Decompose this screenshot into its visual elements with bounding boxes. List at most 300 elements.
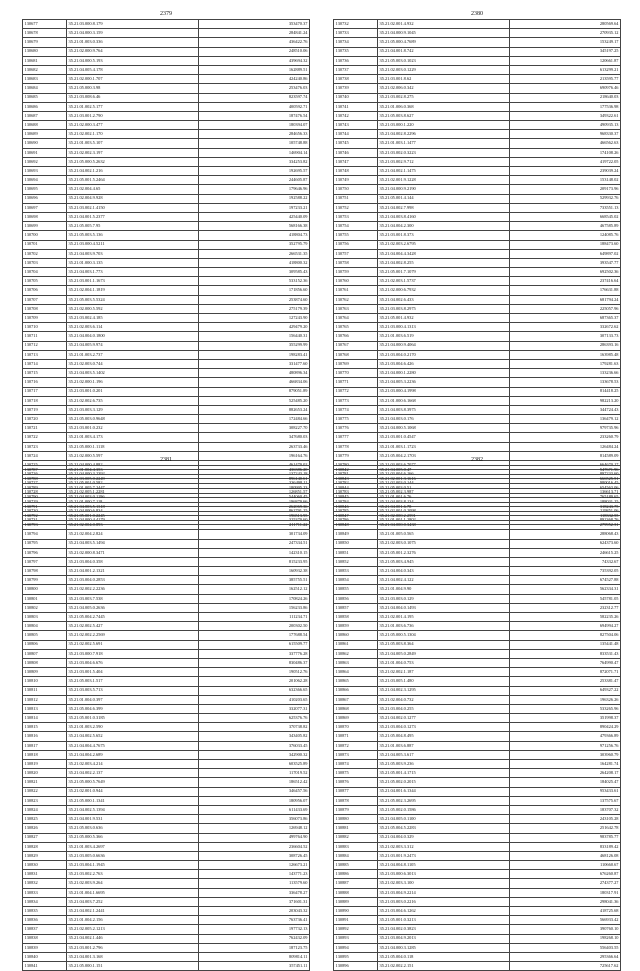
value-cell: 872071.71	[510, 668, 621, 677]
value-cell: 143771.23	[199, 870, 310, 879]
row-number-cell: 130742	[334, 111, 378, 120]
value-cell: 133678.53	[510, 378, 621, 387]
table-row	[334, 521, 621, 530]
row-number-cell: 130720	[23, 415, 67, 424]
table-row	[334, 613, 621, 622]
row-number-cell: 130816	[23, 732, 67, 741]
cadastral-number-cell: 35.21.03.002.9.712	[378, 157, 510, 166]
table-row	[23, 314, 310, 323]
value-cell: 126948.12	[199, 824, 310, 833]
row-number-cell: 130792	[23, 511, 67, 520]
value-cell: 251642.78	[510, 824, 621, 833]
table-row	[23, 796, 310, 805]
row-number-cell: 130692	[23, 157, 67, 166]
cadastral-number-cell: 35.21.02.006.0.342	[378, 84, 510, 93]
cadastral-number-cell: 35.21.01.000.6.1668	[378, 396, 510, 405]
table-row	[23, 369, 310, 378]
value-cell: 436386.20	[199, 466, 310, 475]
row-number-cell: 130874	[334, 760, 378, 769]
cadastral-number-cell: 35.21.03.001.8.62	[378, 75, 510, 84]
value-cell: 136479.12	[510, 415, 621, 424]
row-number-cell: 130854	[334, 576, 378, 585]
row-number-cell: 130677	[23, 20, 67, 29]
cadastral-number-cell: 35.21.05.002.0.2015	[378, 778, 510, 787]
cadastral-number-cell: 35.21.05.001.0.582	[67, 479, 199, 488]
table-row	[23, 350, 310, 359]
table-row	[23, 888, 310, 897]
cadastral-number-cell: 35.21.04.002.0.1277	[378, 714, 510, 723]
cadastral-number-cell: 35.21.02.001.9.1228	[378, 176, 510, 185]
value-cell: 162889.51	[199, 65, 310, 74]
table-row	[23, 576, 310, 585]
cadastral-number-cell: 35.21.04.005.0.1100	[378, 815, 510, 824]
cadastral-number-cell: 35.21.02.005.1.2281	[67, 488, 199, 497]
cadastral-number-cell: 35.21.02.002.3.197	[67, 148, 199, 157]
cadastral-number-cell: 35.21.04.002.7.998	[378, 203, 510, 212]
row-number-cell: 130759	[334, 268, 378, 277]
cadastral-number-cell: 35.21.03.001.0.232	[67, 424, 199, 433]
cadastral-number-cell: 35.21.02.003.0.744	[67, 359, 199, 368]
row-number-cell: 130729	[23, 497, 67, 506]
row-number-cell: 130814	[23, 714, 67, 723]
cadastral-number-cell: 35.21.04.000.9.2190	[378, 185, 510, 194]
value-cell: 133236.66	[510, 369, 621, 378]
row-number-cell: 130832	[23, 879, 67, 888]
cadastral-number-cell: 35.21.04.000.3.159	[67, 29, 199, 38]
row-number-cell: 130722	[23, 433, 67, 442]
cadastral-number-cell: 35.21.01.004.4.353	[67, 466, 199, 475]
table-row	[23, 102, 310, 111]
cadastral-number-cell: 35.21.04.005.3.617	[378, 750, 510, 759]
value-cell: 196513.95	[199, 511, 310, 520]
row-number-cell: 130877	[334, 787, 378, 796]
table-row	[23, 760, 310, 769]
value-cell: 336478.27	[199, 888, 310, 897]
value-cell: 418725.68	[510, 907, 621, 916]
table-row	[23, 962, 310, 971]
cadastral-number-cell: 35.21.05.004.6.399	[67, 704, 199, 713]
value-cell: 533152.36	[199, 277, 310, 286]
value-cell: 171856.60	[199, 286, 310, 295]
table-row	[334, 139, 621, 148]
row-number-cell: 130848	[334, 521, 378, 530]
row-number-cell: 130810	[23, 677, 67, 686]
table-row	[23, 47, 310, 56]
cadastral-number-cell: 35.21.03.005.1.480	[378, 677, 510, 686]
row-number-cell: 130746	[334, 148, 378, 157]
cadastral-number-cell: 35.21.05.000.3.98	[67, 84, 199, 93]
table-row	[23, 603, 310, 612]
row-number-cell: 130757	[334, 249, 378, 258]
row-number-cell: 130873	[334, 750, 378, 759]
row-number-cell: 130790	[23, 493, 67, 502]
cadastral-number-cell: 35.21.01.001.1.2802	[378, 516, 510, 525]
row-number-cell: 130845	[334, 493, 378, 502]
cadastral-number-cell: 35.21.04.002.8.2296	[378, 130, 510, 139]
cadastral-number-cell: 35.21.04.003.1.773	[67, 268, 199, 277]
cadastral-number-cell: 35.21.01.003.6.887	[378, 741, 510, 750]
cadastral-number-cell: 35.21.04.003.0.1196	[67, 493, 199, 502]
cadastral-number-cell: 35.21.01.005.7.2447	[67, 484, 199, 493]
cadastral-number-cell: 35.21.04.000.0.3438	[378, 521, 510, 530]
data-table	[333, 19, 621, 525]
row-number-cell: 130829	[23, 851, 67, 860]
table-row	[23, 222, 310, 231]
table-row	[334, 897, 621, 906]
table-row	[334, 56, 621, 65]
table-row	[23, 649, 310, 658]
cadastral-number-cell: 35.21.05.002.3.987	[378, 488, 510, 497]
row-number-cell: 130836	[23, 916, 67, 925]
table-row	[334, 833, 621, 842]
cadastral-number-cell: 35.21.01.003.6.736	[378, 622, 510, 631]
table-row	[23, 415, 310, 424]
value-cell: 318243.75	[510, 502, 621, 511]
row-number-cell: 130861	[334, 640, 378, 649]
cadastral-number-cell: 35.21.05.001.7.1079	[378, 268, 510, 277]
value-cell: 219851.06	[510, 506, 621, 515]
value-cell: 126484.24	[510, 442, 621, 451]
table-row	[23, 277, 310, 286]
cadastral-number-cell: 35.21.03.002.1.4150	[67, 203, 199, 212]
value-cell: 74332.67	[510, 557, 621, 566]
row-number-cell: 130685	[23, 93, 67, 102]
value-cell: 187476.54	[199, 111, 310, 120]
table-row	[23, 511, 310, 520]
value-cell: 632366.65	[199, 686, 310, 695]
cadastral-number-cell: 35.21.03.004.1.1945	[67, 861, 199, 870]
value-cell: 237416.64	[510, 277, 621, 286]
row-number-cell: 130817	[23, 741, 67, 750]
value-cell: 325379.60	[199, 516, 310, 525]
cadastral-number-cell: 35.21.02.000.9.764	[67, 47, 199, 56]
row-number-cell: 130820	[23, 769, 67, 778]
row-number-cell: 130770	[334, 369, 378, 378]
table-row	[23, 231, 310, 240]
cadastral-number-cell: 35.21.05.003.8.627	[378, 111, 510, 120]
table-row	[334, 557, 621, 566]
table-row	[334, 640, 621, 649]
value-cell: 303960.79	[510, 750, 621, 759]
table-row	[334, 442, 621, 451]
table-row	[334, 493, 621, 502]
value-cell: 762432.09	[199, 934, 310, 943]
table-row	[23, 75, 310, 84]
cadastral-number-cell: 35.21.05.001.2.3276	[378, 548, 510, 557]
row-number-cell: 130850	[334, 539, 378, 548]
table-row	[334, 185, 621, 194]
value-cell: 676260.87	[510, 870, 621, 879]
table-row	[334, 925, 621, 934]
table-row	[334, 47, 621, 56]
row-number-cell: 130704	[23, 268, 67, 277]
table-row	[334, 861, 621, 870]
value-cell: 582235.26	[510, 613, 621, 622]
row-number-cell: 130679	[23, 38, 67, 47]
table-row	[334, 548, 621, 557]
cadastral-number-cell: 35.21.05.000.1.151	[67, 962, 199, 971]
row-number-cell: 130843	[334, 475, 378, 484]
row-number-cell: 130805	[23, 631, 67, 640]
value-cell: 127243.90	[199, 314, 310, 323]
table-row	[334, 916, 621, 925]
table-row	[334, 222, 621, 231]
cadastral-number-cell: 35.21.03.002.4.185	[67, 314, 199, 323]
value-cell: 142310.15	[199, 548, 310, 557]
row-number-cell: 130767	[334, 341, 378, 350]
table-row	[334, 359, 621, 368]
table-row	[23, 658, 310, 667]
table-row	[334, 952, 621, 961]
value-cell: 111234.71	[199, 613, 310, 622]
row-number-cell: 130717	[23, 387, 67, 396]
row-number-cell: 130744	[334, 130, 378, 139]
row-number-cell: 130808	[23, 658, 67, 667]
cadastral-number-cell: 35.21.04.001.8.742	[378, 47, 510, 56]
value-cell: 295366.64	[510, 952, 621, 961]
table-row	[334, 84, 621, 93]
row-number-cell: 130762	[334, 295, 378, 304]
table-row	[334, 130, 621, 139]
value-cell: 247334.51	[199, 539, 310, 548]
cadastral-number-cell: 35.21.02.004.0.893	[67, 521, 199, 530]
cadastral-number-cell: 35.21.02.003.1.5737	[378, 277, 510, 286]
value-cell: 270935.12	[510, 29, 621, 38]
table-row	[334, 741, 621, 750]
value-cell: 436422.76	[199, 38, 310, 47]
value-cell: 809814.11	[199, 952, 310, 961]
value-cell: 664670.17	[510, 461, 621, 470]
row-number-cell: 130774	[334, 405, 378, 414]
value-cell: 765189.65	[510, 493, 621, 502]
cadastral-number-cell: 35.21.02.004.9.928	[67, 194, 199, 203]
cadastral-number-cell: 35.21.05.004.2.1703	[378, 451, 510, 460]
table-row	[23, 203, 310, 212]
cadastral-number-cell: 35.21.05.000.5.1304	[378, 631, 510, 640]
cadastral-number-cell: 35.21.02.004.1.1819	[67, 286, 199, 295]
row-number-cell: 130724	[23, 451, 67, 460]
row-number-cell: 130700	[23, 231, 67, 240]
value-cell: 862791.25	[199, 506, 310, 515]
row-number-cell: 130799	[23, 576, 67, 585]
row-number-cell: 130885	[334, 861, 378, 870]
table-row	[23, 405, 310, 414]
cadastral-number-cell: 35.21.04.001.6.1344	[378, 787, 510, 796]
row-number-cell: 130786	[334, 516, 378, 525]
cadastral-number-cell: 35.21.04.003.0.176	[378, 415, 510, 424]
row-number-cell: 130721	[23, 424, 67, 433]
table-row	[23, 286, 310, 295]
table-row	[23, 805, 310, 814]
value-cell: 668545.02	[510, 212, 621, 221]
table-row	[23, 714, 310, 723]
cadastral-number-cell: 35.21.03.005.0.2249	[67, 475, 199, 484]
value-cell: 274377.27	[510, 879, 621, 888]
row-number-cell: 130703	[23, 258, 67, 267]
value-cell: 153249.17	[510, 38, 621, 47]
row-number-cell: 130804	[23, 622, 67, 631]
cadastral-number-cell: 35.21.03.003.0.2216	[378, 897, 510, 906]
value-cell: 625376.76	[199, 714, 310, 723]
cadastral-number-cell: 35.21.01.003.4.173	[67, 433, 199, 442]
row-number-cell: 130713	[23, 350, 67, 359]
cadastral-number-cell: 35.21.04.000.4.4179	[67, 516, 199, 525]
table-row	[334, 943, 621, 952]
row-number-cell: 130787	[23, 466, 67, 475]
cadastral-number-cell: 35.21.04.002.1.2441	[67, 907, 199, 916]
cadastral-number-cell: 35.21.02.004.4.65	[67, 185, 199, 194]
row-number-cell: 130777	[334, 433, 378, 442]
value-cell: 284656.33	[199, 130, 310, 139]
row-number-cell: 130728	[23, 488, 67, 497]
value-cell: 253874.60	[199, 295, 310, 304]
cadastral-number-cell: 35.21.01.004.2.156	[67, 916, 199, 925]
value-cell: 236604.52	[199, 842, 310, 851]
value-cell: 177536.98	[510, 102, 621, 111]
cadastral-number-cell: 35.21.04.003.5.1494	[67, 539, 199, 548]
cadastral-number-cell: 35.21.02.001.4.195	[378, 613, 510, 622]
cadastral-number-cell: 35.21.05.003.1.517	[67, 677, 199, 686]
cadastral-number-cell: 35.21.04.000.5.1068	[378, 424, 510, 433]
cadastral-number-cell: 35.21.04.004.0.1800	[67, 332, 199, 341]
cadastral-number-cell: 35.21.01.002.5.177	[67, 102, 199, 111]
value-cell: 137575.67	[510, 796, 621, 805]
row-number-cell: 130702	[23, 249, 67, 258]
cadastral-number-cell: 35.21.01.003.1.1477	[378, 139, 510, 148]
cadastral-number-cell: 35.21.01.003.4.2697	[67, 842, 199, 851]
row-number-cell: 130852	[334, 557, 378, 566]
row-number-cell: 130795	[23, 539, 67, 548]
value-cell: 479366.89	[510, 732, 621, 741]
table-row	[334, 466, 621, 475]
value-cell: 461479.02	[199, 461, 310, 470]
row-number-cell: 130822	[23, 787, 67, 796]
row-number-cell: 130779	[334, 451, 378, 460]
value-cell: 284841.24	[199, 29, 310, 38]
row-number-cell: 130733	[334, 29, 378, 38]
row-number-cell: 130860	[334, 631, 378, 640]
quadrant-bottom-left	[22, 456, 310, 971]
row-number-cell: 130815	[23, 723, 67, 732]
row-number-cell: 130875	[334, 769, 378, 778]
row-number-cell: 130823	[23, 796, 67, 805]
row-number-cell: 130764	[334, 314, 378, 323]
row-number-cell: 130718	[23, 396, 67, 405]
cadastral-number-cell: 35.21.02.002.2.2569	[67, 631, 199, 640]
value-cell: 332077.31	[199, 704, 310, 713]
row-number-cell: 130694	[23, 176, 67, 185]
quadrant-top-left	[22, 10, 310, 525]
table-row	[23, 907, 310, 916]
value-cell: 201062.28	[199, 677, 310, 686]
row-number-cell: 130892	[334, 925, 378, 934]
cadastral-number-cell: 35.21.03.003.7.538	[67, 594, 199, 603]
cadastral-number-cell: 35.21.03.004.0.2170	[378, 350, 510, 359]
row-number-cell: 130889	[334, 897, 378, 906]
value-cell: 468126.08	[510, 851, 621, 860]
row-number-cell: 130760	[334, 277, 378, 286]
cadastral-number-cell: 35.21.04.002.1.216	[67, 167, 199, 176]
row-number-cell: 130682	[23, 65, 67, 74]
table-row	[23, 121, 310, 130]
row-number-cell: 130837	[23, 925, 67, 934]
value-cell: 385755.51	[199, 576, 310, 585]
value-cell: 763736.41	[199, 916, 310, 925]
cadastral-number-cell: 35.21.02.000.1.196	[67, 378, 199, 387]
table-row	[23, 240, 310, 249]
value-cell: 264208.17	[510, 769, 621, 778]
row-number-cell: 130726	[23, 470, 67, 479]
cadastral-number-cell: 35.21.04.000.4.882	[67, 461, 199, 470]
row-number-cell: 130882	[334, 833, 378, 842]
value-cell: 331477.60	[199, 359, 310, 368]
value-cell: 253381.47	[510, 677, 621, 686]
value-cell: 286393.16	[510, 341, 621, 350]
table-row	[23, 258, 310, 267]
row-number-cell: 130701	[23, 240, 67, 249]
value-cell: 309585.43	[199, 268, 310, 277]
value-cell: 196164.76	[199, 451, 310, 460]
row-number-cell: 130751	[334, 194, 378, 203]
cadastral-number-cell: 35.21.02.000.5.592	[67, 304, 199, 313]
cadastral-number-cell: 35.21.02.003.3.312	[378, 842, 510, 851]
cadastral-number-cell: 35.21.05.000.5.366	[67, 833, 199, 842]
cadastral-number-cell: 35.21.04.002.5.1394	[67, 805, 199, 814]
value-cell: 371601.31	[199, 897, 310, 906]
value-cell: 180394.07	[199, 121, 310, 130]
table-row	[334, 65, 621, 74]
value-cell: 613299.21	[510, 65, 621, 74]
table-row	[334, 148, 621, 157]
cadastral-number-cell: 35.21.04.002.5.652	[67, 732, 199, 741]
cadastral-number-cell: 35.21.01.004.1.6695	[67, 888, 199, 897]
table-row	[23, 212, 310, 221]
value-cell: 480896.34	[199, 369, 310, 378]
table-row	[23, 424, 310, 433]
value-cell: 118332.55	[510, 511, 621, 520]
cadastral-number-cell: 35.21.05.003.0.51	[378, 484, 510, 493]
table-row	[334, 576, 621, 585]
row-number-cell: 130891	[334, 916, 378, 925]
cadastral-number-cell: 35.21.04.004.0.343	[378, 567, 510, 576]
table-row	[334, 603, 621, 612]
table-row	[23, 304, 310, 313]
table-row	[23, 787, 310, 796]
value-cell: 525485.20	[199, 396, 310, 405]
value-cell: 184025.47	[510, 778, 621, 787]
row-number-cell: 130846	[334, 502, 378, 511]
row-number-cell: 130756	[334, 240, 378, 249]
row-number-cell: 130807	[23, 649, 67, 658]
value-cell: 262069.36	[199, 502, 310, 511]
value-cell: 337776.28	[199, 649, 310, 658]
cadastral-number-cell: 35.21.05.001.0.3213	[378, 916, 510, 925]
table-row	[23, 56, 310, 65]
cadastral-number-cell: 35.21.05.003.5.136	[67, 231, 199, 240]
value-cell: 253476.03	[199, 84, 310, 93]
cadastral-number-cell: 35.21.04.003.5.1318	[67, 502, 199, 511]
section-title: 2380	[471, 11, 483, 17]
value-cell: 266531.35	[199, 249, 310, 258]
cadastral-number-cell: 35.21.02.003.2.6795	[378, 240, 510, 249]
cadastral-number-cell: 35.21.05.003.4.945	[378, 557, 510, 566]
table-row	[23, 631, 310, 640]
row-number-cell: 130840	[23, 952, 67, 961]
value-cell: 196326.26	[510, 695, 621, 704]
value-cell: 117019.52	[199, 769, 310, 778]
value-cell: 390760.10	[510, 925, 621, 934]
cadastral-number-cell: 35.21.04.001.3.168	[67, 952, 199, 961]
